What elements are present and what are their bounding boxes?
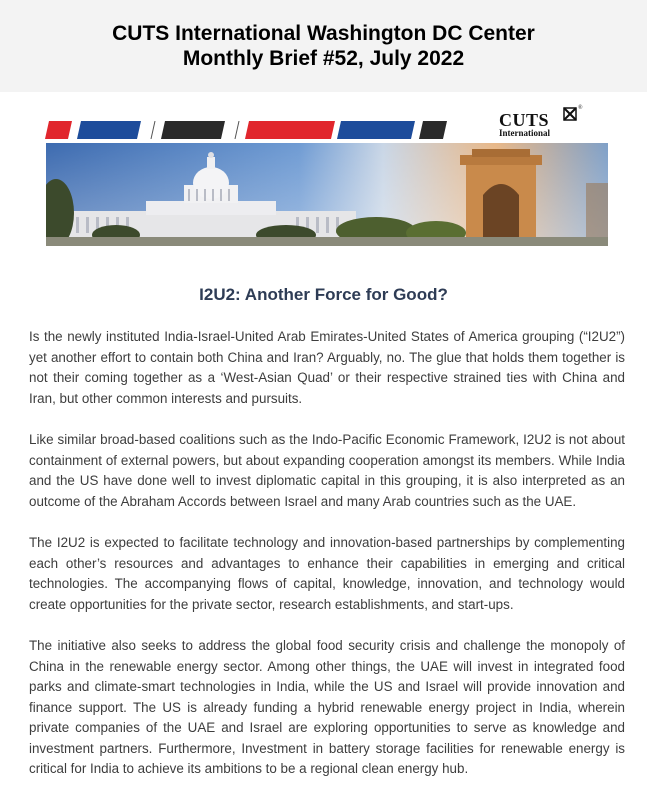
stripe-red-1 [45, 121, 72, 139]
logo-registered-mark: ® [578, 105, 583, 111]
paragraph-4: The initiative also seeks to address the global food security crisis and challenge the monopoly of China in the renewable energy sector. Among other things, the UAE will invest in integrated food parks and climate-smart technologies in India, while the US and Israel will provide innovation and finance support. The US is already funding a hybrid renewable energy project in India, wherein private companies of the UAE and Israel are exploring opportunities to serve as knowledge and investment partners. Furthermore, Investment in battery storage facilities for renewable energy is critical for India to achieve its ambitions to be a regional clean energy hub. [29, 637, 625, 777]
stripe-divider-2 [235, 121, 239, 139]
header-title-line2: Monthly Brief #52, July 2022 [182, 47, 465, 70]
article-title: I2U2: Another Force for Good? [199, 285, 448, 304]
paragraph-3: The I2U2 is expected to facilitate technology and innovation-based partnerships by complementing each other’s resources and advantages to enhance their capabilities in emerging and critical technologies. The accompanying flows of capital, knowledge, innovation, and technology would create opportunities for the private sector, research establishments, and start-ups. [29, 534, 625, 612]
newsletter-header [0, 0, 647, 92]
logo-cross-icon [563, 107, 577, 121]
banner-ground [46, 237, 608, 246]
paragraph-2: Like similar broad-based coalitions such as the Indo-Pacific Economic Framework, I2U2 is not about containment of external powers, but about expanding cooperation amongst its members. While India and the US have done well to invest diplomatic capital in this grouping, it is also interpreted as an outcome of the Abraham Accords between Israel and many Arab countries such as the UAE. [29, 431, 625, 509]
paragraph-1: Is the newly instituted India-Israel-United Arab Emirates-United States of America grouping (“I2U2”) yet another effort to contain both China and Iran? Arguably, no. The glue that holds them together is not their coming together as a ‘West-Asian Quad’ or their respective strained ties with China and Iran, but other common interests and pursuits. [29, 329, 625, 406]
header-title-line1: CUTS International Washington DC Center [112, 22, 535, 45]
stripe-divider-1 [151, 121, 155, 139]
article-body [29, 327, 625, 801]
logo-subtitle: International [499, 128, 551, 138]
cuts-logo [499, 105, 583, 138]
banner-image [46, 143, 608, 246]
stripe-blue-2 [337, 121, 415, 139]
stripe-blue-1 [77, 121, 141, 139]
brand-strip [0, 102, 647, 142]
brand-stripes [45, 121, 449, 139]
logo-wordmark: CUTS [499, 110, 550, 130]
stripe-black-2 [419, 121, 447, 139]
stripe-red-2 [245, 121, 335, 139]
stripe-black-1 [161, 121, 225, 139]
